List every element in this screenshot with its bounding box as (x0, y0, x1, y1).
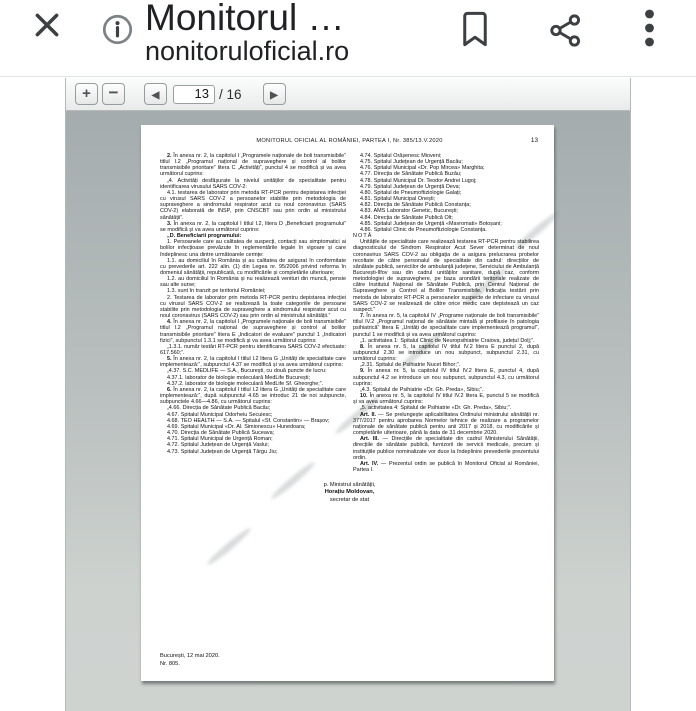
doc-paragraph: Art. III. — Direcțiile de specialitate din cadrul Ministerului Sănătății, direcțiile de sănătate publică, furnizorii de servicii medicale, precum și instituțiile publice nominalizate vor duce la îndeplinire prevederile prezentului ordin. (353, 436, 539, 461)
doc-paragraph: 1.3. sunt în tranzit pe teritoriul României; (167, 288, 266, 295)
doc-paragraph: „1. activitatea 1: Spitalul Clinic de Neuropsihiatrie Craiova, județul Dolj;”. (360, 337, 535, 344)
doc-paragraph: 2. În anexa nr. 2, la capitolul I „Programele naționale de boli transmisibile” titlul I.2 „Programul național de supraveghere și control al bolilor transmisibile prioritare” litera C „Activități”, punctul 4 se modifică și va avea următorul cuprins: (160, 153, 346, 178)
doc-paragraph: 6. În anexa nr. 2, la capitolul I titlul I.2 litera G „Unități de specialitate care implementează:”, după subpunctul 4.65 se introduc 21 de noi subpuncte, subpunctele 4.66—4.86, cu următorul cuprins: (160, 386, 347, 406)
doc-paragraph: 8. În anexa nr. 5, la capitolul IV titlul IV.2 litera E punctul 2, după subpunctul 2.30 se introduce un nou subpunct, subpunctul 2.31, cu următorul cuprins: (353, 343, 539, 363)
overflow-menu-icon[interactable] (643, 7, 656, 54)
doc-paragraph: 4.37.1. laborator de biologie moleculară MedLife București; (167, 374, 310, 381)
doc-paragraph: „4.66. Direcția de Sănătate Publică Bacău; (167, 405, 271, 412)
doc-paragraph: 1.1. au domiciliul în România și au calitatea de asigurat în conformitate cu prevederile art. 222 alin. (1) din Legea nr. 95/2006 privind reforma în domeniul sănătății, republicată, cu modificările și completările ulterioare; (160, 257, 346, 276)
footer-order-number: Nr. 805. (160, 660, 180, 667)
next-page-button[interactable] (263, 83, 286, 105)
gazette-page-number: 13 (530, 137, 538, 144)
page-total-label: / 16 (219, 86, 242, 102)
document-column-left (160, 153, 346, 473)
browser-tab-title: Monitorul … (145, 0, 345, 38)
doc-paragraph: „2.31. Spitalul de Psihiatrie Nucet Bihor;”. (360, 362, 461, 369)
footer-place-date: București, 12 mai 2020. (160, 653, 220, 659)
doc-paragraph: 4.1. testarea de laborator prin metoda RT-PCR pentru depistarea infecției cu virusul SARS COV-2 a persoanelor stabilite prin metodologia de supraveghere a sindromului respirator acut cu noul coronavirus (SARS COV-2) elaborată de INSP, prin CNSCBT sau prin ordin al ministrului sănătății”. (160, 189, 346, 221)
doc-paragraph: 4.84. Direcția de Sănătate Publică Olt; (360, 214, 453, 221)
doc-paragraph: 4.69. Spitalul Municipal «Dr. Al. Simionescu» Hunedoara; (167, 423, 306, 430)
bookmark-icon[interactable] (460, 9, 490, 54)
doc-paragraph: 4.72. Spitalul Județean de Urgență Vaslui; (167, 442, 269, 449)
doc-paragraph: „4. Activități desfășurate la nivelul unităților de specialitate pentru identificarea virusului SARS COV-2: (160, 177, 346, 190)
doc-paragraph: 4.68. TEO HEALTH — S.A. — Spitalul «Sf. Constantin» — Brașov; (167, 417, 330, 424)
zoom-in-button[interactable]: + (75, 83, 98, 105)
signature-title: secretar de stat (329, 496, 370, 503)
doc-paragraph: Art. II. — Se prelungește aplicabilitatea Ordinului ministrului sănătății nr. 377/2017 pentru aprobarea Normelor tehnice de realizare a programelor naționale de sănătate publică pentru anii 2017 și 2018, cu modificările și completările ulterioare, până la data de 31 decembrie 2020. (353, 411, 539, 437)
doc-paragraph: 4. În anexa nr. 2, la capitolul I „Programele naționale de boli transmisibile” titlul I.2 „Programul național de supraveghere și control al bolilor transmisibile prioritare” litera E „Indicatori de evaluare” punctul 1 „Indicatori fizici”, subpunctul 1.3.1 se modifică și va avea următorul cuprins: (160, 319, 346, 344)
doc-paragraph: 4.75. Spitalul Județean de Urgență Bacău; (360, 159, 463, 166)
doc-paragraph: 2. Testarea de laborator prin metoda RT-PCR pentru depistarea infecției cu virusul SARS COV-2 se realizează la toate categoriile de persoane stabilite prin metodologia de supraveghere a sindromului respirator acut cu noul coronavirus (SARS COV-2) sau prin ordin al ministrului sănătății.” (160, 294, 346, 320)
document-page (141, 125, 554, 681)
page-title-block (145, 0, 445, 66)
doc-paragraph: 4.37.2. laborator de biologie moleculară MedLife Sf. Gheorghe;”. (167, 380, 324, 387)
doc-paragraph: 4.70. Direcția de Sănătate Publică Suceava; (167, 430, 275, 437)
page-number-input[interactable] (173, 85, 215, 104)
doc-paragraph: 4.86. Spitalul Clinic de Pneumoftiziologie Constanța. (360, 226, 487, 233)
gazette-header-title: MONITORUL OFICIAL AL ROMÂNIEI, PARTEA I, Nr. 385/13.V.2020 (256, 138, 443, 144)
prev-page-icon: ◀ (151, 90, 160, 101)
pdf-toolbar (66, 78, 630, 111)
doc-paragraph: 4.83. AMS Laborator Genetic, București; (360, 208, 458, 215)
doc-paragraph: 7. În anexa nr. 5, la capitolul IV „Programe naționale de boli transmisibile” titlul IV.2 „Programul național de sănătate mintală și profilaxie în patologia psihiatrică” litera E „Unități de specialitate care implementează programul”, punctul 1 se modifică și va avea următorul cuprins: (353, 313, 539, 338)
browser-url[interactable]: nonitoruloficial.ro (145, 36, 350, 66)
doc-paragraph: 4.73. Spitalul Județean de Urgență Târgu Jiu; (167, 448, 278, 455)
doc-paragraph: 1. Persoanele care au calitatea de suspecți, contacți sau simptomatici ai bolilor infecțioase prevăzute în reglementările legale în vigoare și care îndeplinesc una dintre următoarele cerințe: (160, 239, 346, 258)
doc-paragraph: 4.74. Spitalul Orășenesc Mioveni; (360, 153, 442, 159)
doc-paragraph: 4.77. Direcția de Sănătate Publică Buzău; (360, 171, 462, 178)
doc-paragraph: 3. În anexa nr. 2, la capitolul I titlul I.2, litera D „Beneficiarii programului” se modifică și va avea următorul cuprins: (160, 220, 346, 233)
doc-paragraph: 9. În anexa nr. 5, la capitolul IV titlul IV.2 litera E, punctul 4, după subpunctul 4.2 se introduce un nou subpunct, subpunctul 4.3, cu următorul cuprins: (353, 368, 539, 387)
doc-paragraph: „4.37. S.C. MEDLIFE — S.A., București, cu două puncte de lucru: (167, 368, 327, 375)
document-columns (160, 153, 539, 473)
doc-paragraph: 4.82. Direcția de Sănătate Publică Constanța; (360, 202, 471, 209)
doc-paragraph: 10. În anexa nr. 5, la capitolul IV titlul IV.2 litera E, punctul 5 se modifică și va avea următorul cuprins: (353, 393, 539, 406)
pdf-canvas[interactable] (66, 111, 630, 711)
doc-paragraph: 4.71. Spitalul Municipal de Urgență Roman; (167, 436, 273, 443)
doc-paragraph: 4.67. Spitalul Municipal Odorheiu Secuiesc; (167, 411, 273, 418)
signature-role: p. Ministrul sănătății, (323, 482, 376, 489)
share-icon[interactable] (547, 12, 584, 54)
doc-paragraph: 4.85. Spitalul Județean de Urgență «Mavromati» Botoșani; (360, 220, 502, 227)
signature-block (160, 482, 539, 504)
doc-paragraph: 5. În anexa nr. 2, la capitolul I titlul I.2 litera G „Unități de specialitate care implementează:”, subpunctul 4.37 se modifică și va avea următorul cuprins: (160, 356, 347, 369)
doc-paragraph: Unitățile de specialitate care realizează testarea RT-PCR pentru stabilirea diagnosticului de Sindrom Respirator Acut Sever determinat de noul coronavirus SARS COV-2 au obligația de a asigura prelucrarea probelor recoltate de către personalul de specialitate din cadrul: direcțiilor de sănătate publică, serviciilor de ambulanță județene, Serviciului de Ambulanță București-Ilfov sau din cadrul unităților sanitare, după caz, conform metodologiei de supraveghere, pe baza arondării teritoriale realizate de către Institutul Național de Sănătate Publică, prin Centrul Național de Supraveghere și Control al Bolilor Transmisibile. Indicația testării prin metoda de laborator RT-PCR a persoanelor suspecte de infectare cu virusul SARS COV-2 se realizează de către orice medic care depistează un caz suspect.” (353, 239, 539, 313)
doc-paragraph: „5. activitatea 4: Spitalul de Psihiatrie «Dr. Gh. Preda», Sibiu;”. (360, 405, 512, 412)
gazette-header (160, 138, 539, 144)
document-footer (160, 653, 220, 668)
doc-paragraph: „4.3. Spitalul de Psihiatrie «Dr. Gh. Preda», Sibiu;”. (360, 386, 484, 393)
doc-paragraph: „D. Beneficiarii programului: (167, 233, 242, 240)
doc-paragraph: NOTĂ (353, 233, 373, 240)
doc-paragraph: 4.76. Spitalul Municipal «Dr. Pop Mircea» Marghita; (360, 165, 485, 172)
prev-page-button[interactable] (144, 83, 167, 105)
doc-paragraph: „1.3.1. număr testări RT-PCR pentru identificarea SARS COV-2 efectuate: 617.560;”. (160, 343, 346, 356)
next-page-icon: ▶ (270, 90, 278, 101)
doc-paragraph: 4.81. Spitalul Municipal Onești; (360, 196, 436, 203)
document-column-right (353, 153, 539, 473)
doc-paragraph: 4.78. Spitalul Municipal Dr. Teodor Andrei Lugoj; (360, 177, 477, 184)
doc-paragraph: 4.79. Spitalul Județean de Urgență Deva; (360, 183, 461, 190)
close-icon[interactable] (30, 5, 64, 50)
info-icon[interactable] (101, 13, 134, 51)
doc-paragraph: 1.2. au domiciliul în România și nu realizează venituri din muncă, pensie sau alte surse; (160, 276, 346, 289)
pdf-viewer (65, 78, 631, 711)
zoom-out-button[interactable]: − (102, 83, 125, 105)
doc-paragraph: 4.80. Spitalul de Pneumoftiziologie Galați; (360, 189, 462, 196)
doc-paragraph: Art. IV. — Prezentul ordin se publică în Monitorul Oficial al României, Partea I. (353, 460, 539, 473)
browser-header (0, 0, 696, 77)
signature-name: Horațiu Moldovan, (324, 489, 375, 496)
